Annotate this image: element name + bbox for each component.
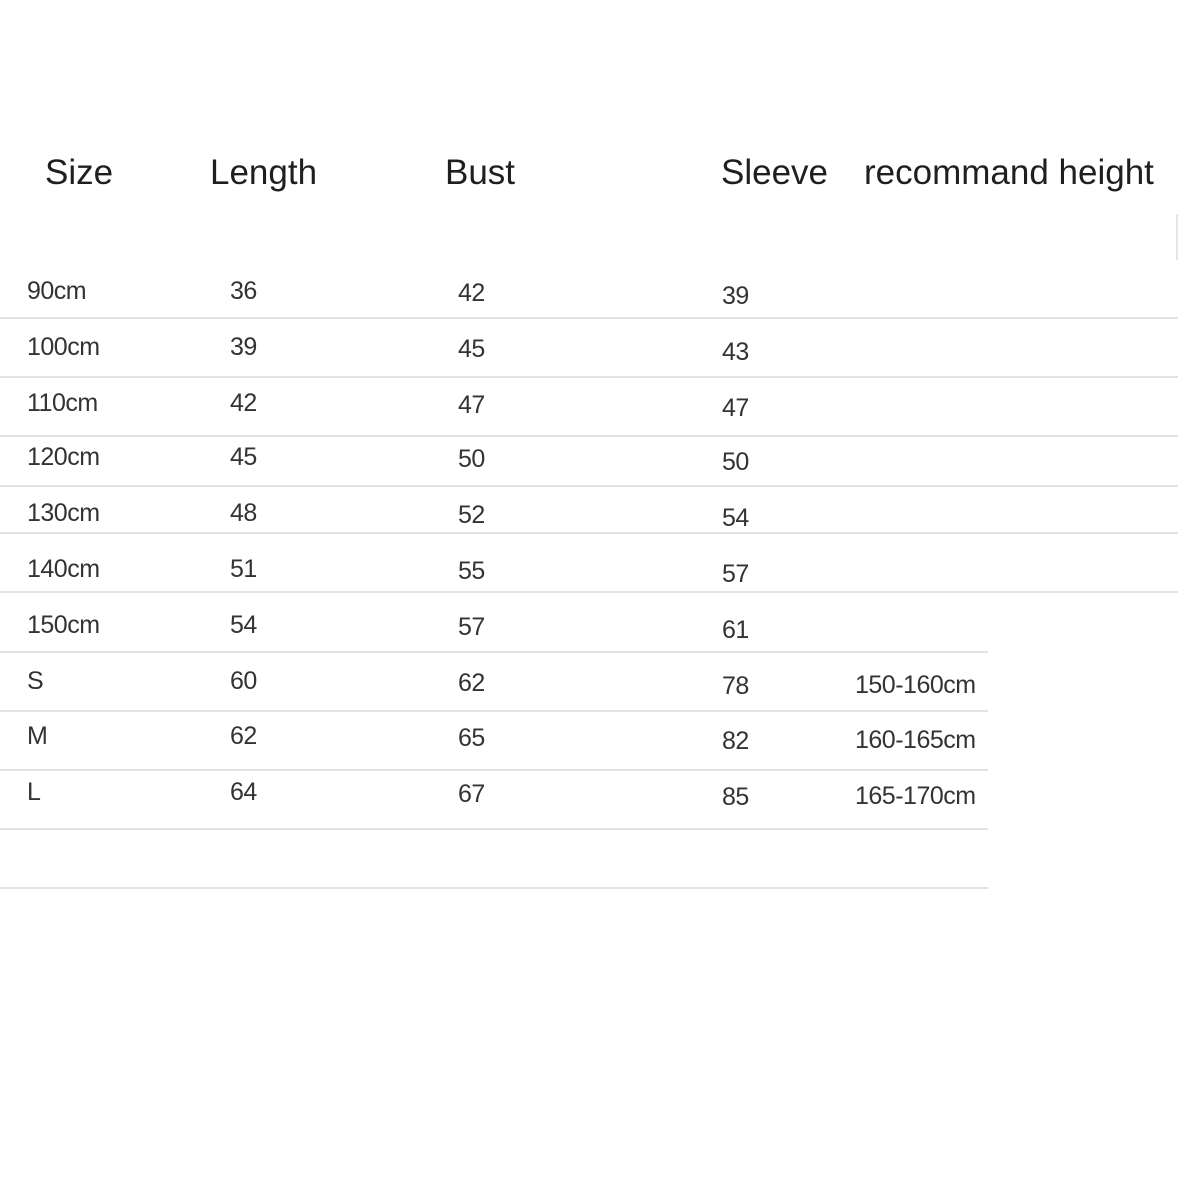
cell-size: 110cm — [27, 389, 98, 417]
cell-sleeve: 47 — [722, 394, 749, 422]
cell-size: 100cm — [27, 333, 100, 361]
cell-bust: 67 — [458, 780, 485, 808]
cell-bust: 50 — [458, 445, 485, 473]
cell-height: 165-170cm — [855, 782, 976, 810]
cell-size: 90cm — [27, 277, 87, 305]
cell-sleeve: 39 — [722, 282, 749, 310]
header-length: Length — [210, 153, 318, 192]
row-separator — [0, 710, 988, 712]
header-recommend-height: recommand height — [864, 153, 1154, 192]
cell-size: 130cm — [27, 499, 100, 527]
cell-bust: 52 — [458, 501, 485, 529]
cell-length: 54 — [230, 611, 257, 639]
row-separator — [0, 532, 1178, 534]
cell-bust: 42 — [458, 279, 485, 307]
cell-sleeve: 82 — [722, 727, 749, 755]
cell-sleeve: 78 — [722, 672, 749, 700]
edge-mark — [1176, 214, 1178, 260]
row-separator — [0, 828, 988, 830]
header-sleeve: Sleeve — [721, 153, 829, 192]
cell-size: 120cm — [27, 443, 100, 471]
cell-height: 160-165cm — [855, 726, 976, 754]
cell-height: 150-160cm — [855, 671, 976, 699]
cell-sleeve: 85 — [722, 783, 749, 811]
header-bust: Bust — [445, 153, 516, 192]
cell-size: S — [27, 667, 44, 695]
cell-length: 64 — [230, 778, 257, 806]
row-separator — [0, 769, 988, 771]
cell-bust: 45 — [458, 335, 485, 363]
cell-bust: 65 — [458, 724, 485, 752]
cell-length: 60 — [230, 667, 257, 695]
cell-length: 62 — [230, 722, 257, 750]
cell-size: L — [27, 778, 41, 806]
cell-sleeve: 43 — [722, 338, 749, 366]
header-size: Size — [45, 153, 114, 192]
cell-bust: 57 — [458, 613, 485, 641]
cell-bust: 62 — [458, 669, 485, 697]
row-separator — [0, 887, 988, 889]
cell-size: 140cm — [27, 555, 100, 583]
cell-size: M — [27, 722, 48, 750]
cell-sleeve: 61 — [722, 616, 749, 644]
cell-length: 51 — [230, 555, 257, 583]
cell-bust: 47 — [458, 391, 485, 419]
cell-length: 42 — [230, 389, 257, 417]
cell-length: 36 — [230, 277, 257, 305]
row-separator — [0, 651, 988, 653]
row-separator — [0, 485, 1178, 487]
cell-sleeve: 50 — [722, 448, 749, 476]
cell-bust: 55 — [458, 557, 485, 585]
row-separator — [0, 317, 1178, 319]
cell-length: 48 — [230, 499, 257, 527]
cell-length: 39 — [230, 333, 257, 361]
row-separator — [0, 376, 1178, 378]
cell-sleeve: 54 — [722, 504, 749, 532]
row-separator — [0, 591, 1178, 593]
cell-size: 150cm — [27, 611, 100, 639]
row-separator — [0, 435, 1178, 437]
cell-sleeve: 57 — [722, 560, 749, 588]
cell-length: 45 — [230, 443, 257, 471]
